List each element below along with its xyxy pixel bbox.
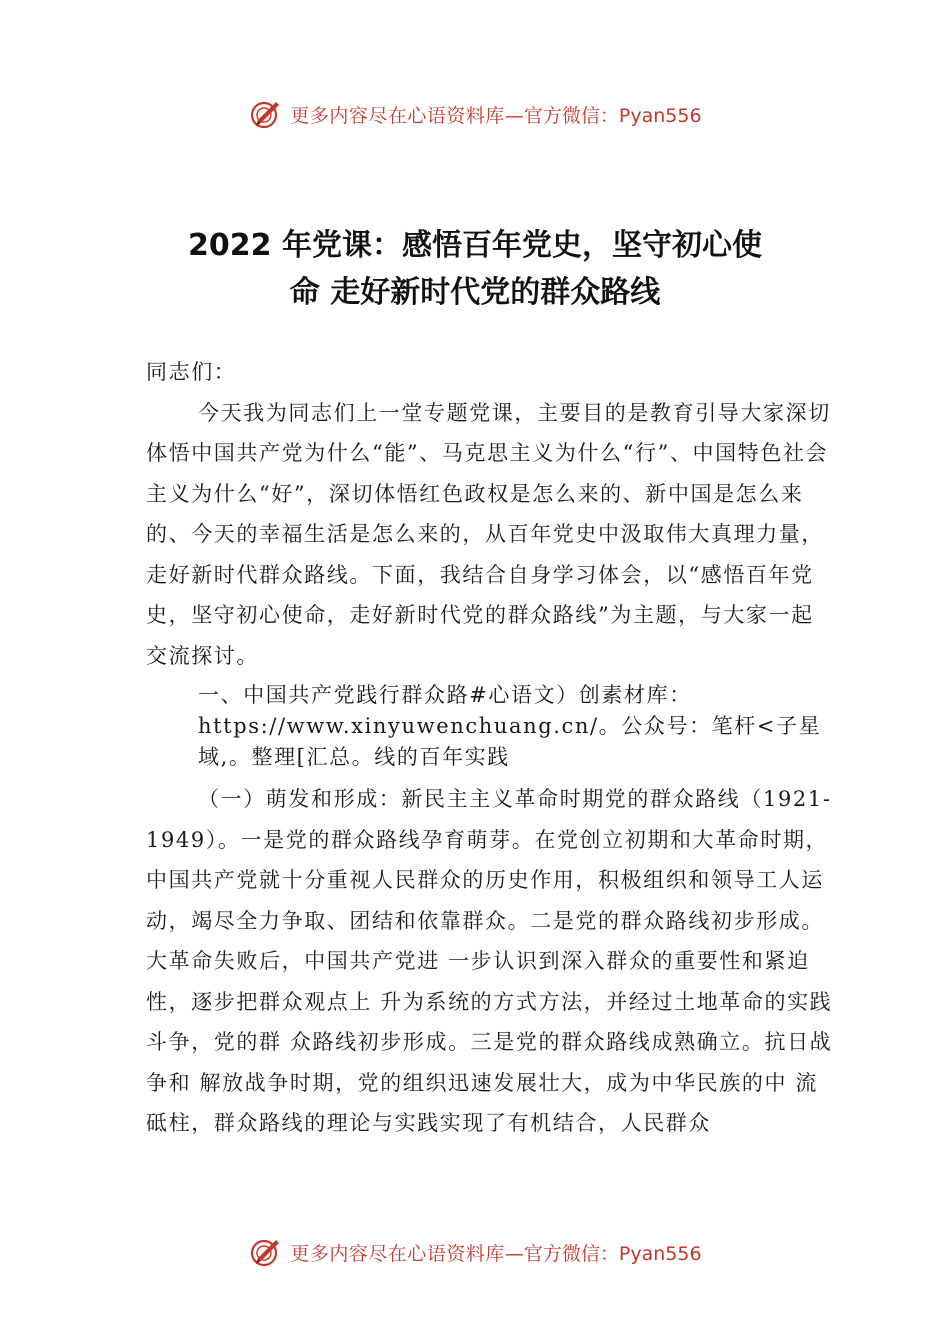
banner-brand-text: 更多内容尽在心语资料库 xyxy=(290,104,505,127)
document-title xyxy=(140,222,810,316)
subsection-paragraph: （一）萌发和形成：新民主主义革命时期党的群众路线（1921-1949）。一是党的群众路线孕育萌芽。在党创立初期和大革命时期，中国共产党就十分重视人民群众的历史作用，积极组织和领导工人运动，竭尽全力争取、团结和依靠群众。二是党的群众路线初步形成。大革命失败后，中国共产党进 一步认识到深入群众的重要性和紧迫性，逐步把群众观点上 升为系统的方式方法，并经过土地革命的实践斗争，党的群 众路线初步形成。三是党的群众路线成熟确立。抗日战争和 解放战争时期，党的组织迅速发展壮大，成为中华民族的中 流砥柱，群众路线的理论与实践实现了有机结合，人民群众 xyxy=(146,787,833,1135)
pen-seal-icon xyxy=(248,1234,284,1270)
banner-wechat-text: —官方微信：Pyan556 xyxy=(504,104,702,127)
title-line-1: 2022 年党课：感悟百年党史，坚守初心使 xyxy=(188,228,762,263)
document-body xyxy=(146,352,836,1144)
footer-banner xyxy=(0,1232,950,1272)
footer-brand-text: 更多内容尽在心语资料库 xyxy=(290,1242,505,1265)
intro-paragraph: 今天我为同志们上一堂专题党课，主要目的是教育引导大家深切体悟中国共产党为什么“能”、马克思主义为什么“行”、中国特色社会主义为什么“好”，深切体悟红色政权是怎么来的、新中国是怎么来的、今天的幸福生活是怎么来的，从百年党史中汲取伟大真理力量，走好新时代群众路线。下面，我结合自身学习体会，以“感悟百年党史，坚守初心使命，走好新时代党的群众路线”为主题，与大家一起交流探讨。 xyxy=(146,400,831,668)
footer-wechat-text: —官方微信：Pyan556 xyxy=(504,1242,702,1265)
header-banner xyxy=(0,94,950,134)
pen-seal-icon xyxy=(248,96,284,132)
greeting: 同志们： xyxy=(146,360,237,384)
section-heading: 一、中国共产党践行群众路#心语文）创素材库：https://www.xinyuwenchuang.cn/。公众号：笔杆<子星域,。整理[汇总。线的百年实践 xyxy=(198,683,822,769)
title-line-2: 命 走好新时代党的群众路线 xyxy=(289,275,661,310)
